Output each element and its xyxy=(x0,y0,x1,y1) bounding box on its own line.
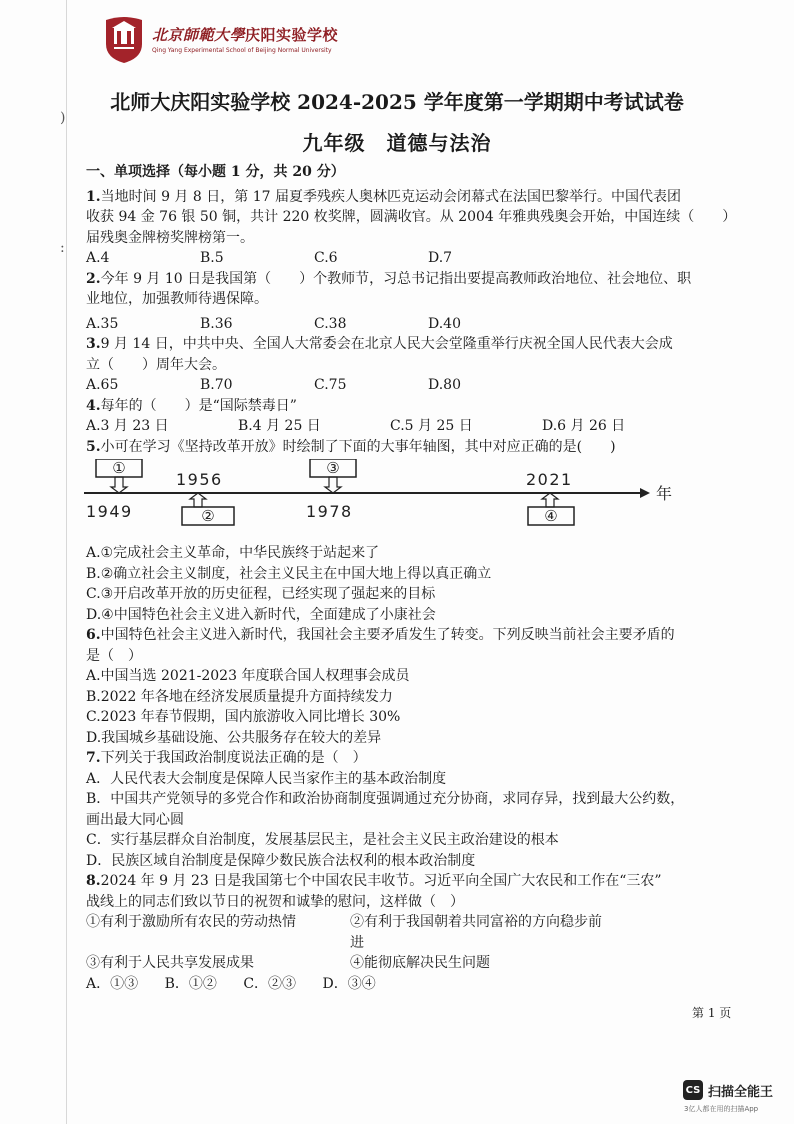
question-text: 立（ ）周年大会。 xyxy=(86,356,226,373)
option-b: B.70 xyxy=(200,377,233,393)
option-c: C.6 xyxy=(314,250,338,266)
exam-subtitle: 九年级 道德与法治 xyxy=(302,131,492,155)
scanner-tagline: 3亿人都在用的扫描App xyxy=(684,1105,759,1113)
margin-mark: : xyxy=(60,240,65,256)
option-c: C．②③ xyxy=(243,975,297,992)
school-name: 北京師範大學庆阳实验学校 xyxy=(152,26,339,44)
question-4 xyxy=(86,396,726,437)
option-d: D．③④ xyxy=(322,975,376,992)
option-c: C.2023 年春节假期，国内旅游收入同比增长 30% xyxy=(86,709,401,725)
timeline-pointer-icon xyxy=(190,493,206,507)
option-a: A.4 xyxy=(86,250,110,266)
timeline-box-3-label: ③ xyxy=(326,459,340,477)
question-text: 战线上的同志们致以节日的祝贺和诚挚的慰问，这样做（ ） xyxy=(86,893,464,910)
question-1 xyxy=(86,187,737,269)
option-d: D.7 xyxy=(428,250,453,266)
question-text: 收获 94 金 76 银 50 铜，共计 220 枚奖牌，圆满收官。从 2004 年雅典残奥会开始，中国连续（ ） xyxy=(86,209,737,225)
option-c: C.5 月 25 日 xyxy=(390,418,473,434)
question-number: 6. xyxy=(86,627,101,643)
option-d: D．民族区域自治制度是保障少数民族合法权利的根本政治制度 xyxy=(86,852,476,869)
option-b: B.②确立社会主义制度，社会主义民主在中国大地上得以真正确立 xyxy=(86,565,492,582)
question-number: 5. xyxy=(86,438,101,455)
option-c: C.38 xyxy=(314,315,347,332)
option-b: B.36 xyxy=(200,315,233,332)
option-b: B.4 月 25 日 xyxy=(238,418,321,434)
question-text: 今年 9 月 10 日是我国第（ ）个教师节，习总书记指出要提高教师政治地位、社会地位、职 xyxy=(100,270,692,287)
timeline-year-1978: 1978 xyxy=(306,502,353,521)
school-seal-icon xyxy=(102,14,146,64)
question-area xyxy=(86,162,737,994)
option-c: C.③开启改革开放的历史征程，已经实现了强起来的目标 xyxy=(86,586,436,602)
question-2 xyxy=(86,269,726,335)
question-8 xyxy=(86,871,726,994)
timeline-arrow-icon xyxy=(640,488,650,498)
timeline-unit-label: 年 xyxy=(656,484,673,503)
statement-2: ②有利于我国朝着共同富裕的方向稳步前进 xyxy=(350,914,602,951)
statement-3: ③有利于人民共享发展成果 xyxy=(86,955,254,971)
timeline-box-1-label: ① xyxy=(112,459,126,477)
timeline-year-1949: 1949 xyxy=(86,502,133,521)
statement-1: ①有利于激励所有农民的劳动热情 xyxy=(86,914,296,930)
question-7 xyxy=(86,748,726,871)
binding-margin-line xyxy=(66,0,67,1124)
section-heading: 一、单项选择（每小题 1 分，共 20 分） xyxy=(86,164,345,180)
option-b: B．①② xyxy=(164,975,217,992)
question-text: 当地时间 9 月 8 日，第 17 届夏季残疾人奥林匹克运动会闭幕式在法国巴黎举行。中国代表团 xyxy=(100,188,681,205)
camscanner-logo-icon: CS xyxy=(683,1080,703,1100)
option-d: D.6 月 26 日 xyxy=(542,418,626,434)
option-a: A.①完成社会主义革命，中华民族终于站起来了 xyxy=(86,545,380,561)
timeline-diagram xyxy=(84,459,726,539)
question-number: 2. xyxy=(86,270,101,287)
question-number: 8. xyxy=(86,873,101,889)
question-text: 小可在学习《坚持改革开放》时绘制了下面的大事年轴图，其中对应正确的是( ) xyxy=(100,438,616,455)
question-number: 1. xyxy=(86,188,101,205)
question-text: 2024 年 9 月 23 日是我国第七个中国农民丰收节。习近平向全国广大农民和工作在“三农” xyxy=(100,873,662,889)
timeline-box-2-label: ② xyxy=(201,507,215,525)
option-b: B．中国共产党领导的多党合作和政治协商制度强调通过充分协商，求同存异，找到最大公约数， xyxy=(86,791,685,807)
school-english-name: Qing Yang Experimental School of Beijing Normal University xyxy=(152,47,332,54)
option-c: C．实行基层群众自治制度，发展基层民主，是社会主义民主政治建设的根本 xyxy=(86,832,559,848)
question-3 xyxy=(86,334,726,396)
page-number: 第 1 页 xyxy=(692,1006,732,1020)
timeline-year-1956: 1956 xyxy=(176,470,223,489)
question-number: 7. xyxy=(86,750,101,766)
option-a: A．①③ xyxy=(86,975,139,992)
question-6 xyxy=(86,625,726,748)
question-text: 每年的（ ）是“国际禁毒日” xyxy=(100,397,297,414)
timeline-pointer-icon xyxy=(111,477,127,493)
question-text: 中国特色社会主义进入新时代，我国社会主要矛盾发生了转变。下列反映当前社会主要矛盾的 xyxy=(100,627,675,643)
question-text: 9 月 14 日，中共中央、全国人大常委会在北京人民大会堂隆重举行庆祝全国人民代表大会成 xyxy=(100,336,673,352)
scanner-watermark xyxy=(683,1080,773,1100)
option-a: A.3 月 23 日 xyxy=(86,418,169,434)
question-text: 届残奥金牌榜奖牌榜第一。 xyxy=(86,229,254,246)
option-a: A.35 xyxy=(86,315,119,332)
option-d: D.40 xyxy=(428,315,461,332)
timeline-pointer-icon xyxy=(325,477,341,493)
question-number: 3. xyxy=(86,336,101,352)
margin-mark: ) xyxy=(60,110,66,126)
question-5 xyxy=(86,437,726,626)
timeline-pointer-icon xyxy=(542,493,558,507)
option-d: D.我国城乡基础设施、公共服务存在较大的差异 xyxy=(86,729,382,746)
option-a: A．人民代表大会制度是保障人民当家作主的基本政治制度 xyxy=(86,770,447,787)
timeline-year-2021: 2021 xyxy=(526,470,573,489)
option-d: D.80 xyxy=(428,377,461,393)
question-text: 业地位，加强教师待遇保障。 xyxy=(86,291,268,307)
scanner-app-name: 扫描全能王 xyxy=(708,1084,774,1100)
question-number: 4. xyxy=(86,397,101,414)
option-b: B.5 xyxy=(200,250,224,266)
statement-4: ④能彻底解决民生问题 xyxy=(350,955,490,971)
exam-title: 北师大庆阳实验学校 2024-2025 学年度第一学期期中考试试卷 xyxy=(110,90,684,114)
school-logo xyxy=(102,14,338,64)
option-b-continued: 画出最大同心圆 xyxy=(86,811,184,828)
timeline-box-4-label: ④ xyxy=(544,507,558,525)
question-text: 是（ ） xyxy=(86,647,142,664)
option-b: B.2022 年各地在经济发展质量提升方面持续发力 xyxy=(86,688,393,705)
question-text: 下列关于我国政治制度说法正确的是（ ） xyxy=(100,750,367,766)
option-a: A.中国当选 2021-2023 年度联合国人权理事会成员 xyxy=(86,668,410,684)
option-a: A.65 xyxy=(86,377,119,393)
option-d: D.④中国特色社会主义进入新时代，全面建成了小康社会 xyxy=(86,606,436,623)
option-c: C.75 xyxy=(314,377,347,393)
